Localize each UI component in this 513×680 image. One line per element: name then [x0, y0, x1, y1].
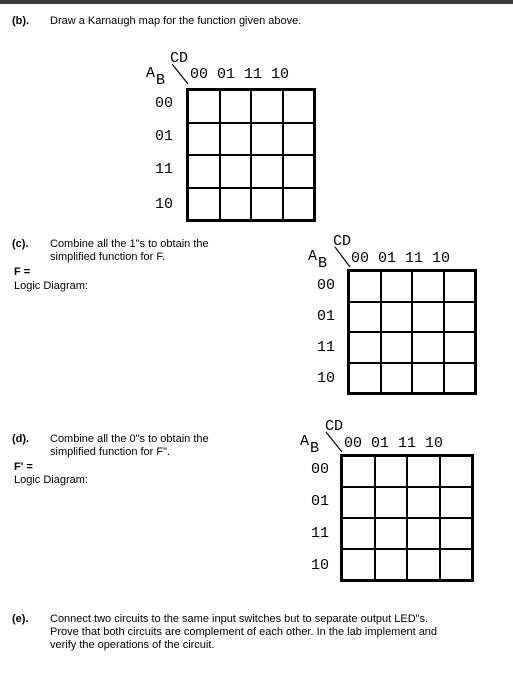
section-e-label: (e).	[12, 613, 29, 625]
section-b-text: Draw a Karnaugh map for the function given above.	[50, 15, 302, 27]
kmap-c-col-var: CD	[333, 233, 352, 250]
kmap-c-row-header: 10	[317, 370, 336, 387]
kmap-b-row-var-b: B	[156, 72, 166, 89]
kmap-b-row-header: 11	[155, 161, 174, 178]
kmap-cell[interactable]	[439, 517, 474, 550]
section-d-label: (d).	[12, 433, 30, 445]
section-d-text-1: Combine all the 0"s to obtain the	[50, 433, 209, 445]
kmap-b-row-var-a: A	[146, 65, 156, 82]
kmap-b-row-header: 10	[155, 196, 174, 213]
kmap-d-grid	[340, 454, 474, 582]
section-e-text-3: verify the operations of the circuit.	[50, 639, 215, 651]
kmap-d-row-header: 11	[311, 525, 330, 542]
section-c-text-2: simplified function for F.	[50, 251, 165, 263]
kmap-cell[interactable]	[341, 517, 376, 550]
section-c-text-1: Combine all the 1"s to obtain the	[50, 238, 209, 250]
kmap-d-row-header: 10	[311, 557, 330, 574]
kmap-cell[interactable]	[374, 517, 409, 550]
kmap-cell[interactable]	[406, 548, 441, 581]
kmap-c-row-var-b: B	[318, 255, 328, 272]
kmap-cell[interactable]	[406, 486, 441, 519]
section-e-text-1: Connect two circuits to the same input switches but to separate output LED"s.	[50, 613, 429, 625]
section-d-result: F' =	[14, 461, 33, 473]
kmap-cell[interactable]	[341, 455, 376, 488]
kmap-d-row-var-b: B	[310, 440, 320, 457]
section-e-text-2: Prove that both circuits are complement of each other. In the lab implement and	[50, 626, 438, 638]
kmap-cell[interactable]	[341, 548, 376, 581]
kmap-b-row-header: 00	[155, 95, 174, 112]
kmap-cell[interactable]	[374, 486, 409, 519]
kmap-b-col-var: CD	[170, 50, 189, 67]
section-c-result: F =	[14, 266, 31, 278]
kmap-d-col-headers: 00 01 11 10	[344, 435, 444, 452]
kmap-d-row-var-a: A	[300, 433, 310, 450]
kmap-cell[interactable]	[439, 455, 474, 488]
section-c-label: (c).	[12, 238, 29, 250]
kmap-c-row-header: 01	[317, 308, 336, 325]
kmap-d-row-header: 00	[311, 461, 330, 478]
kmap-c-row-header: 00	[317, 277, 336, 294]
kmap-cell[interactable]	[439, 486, 474, 519]
kmap-cell[interactable]	[439, 548, 474, 581]
kmap-cell[interactable]	[374, 548, 409, 581]
kmap-cell[interactable]	[341, 486, 376, 519]
kmap-c-row-var-a: A	[308, 248, 318, 265]
section-b-label: (b).	[12, 15, 30, 27]
section-c-diagram-label: Logic Diagram:	[14, 280, 88, 292]
kmap-d-col-var: CD	[325, 418, 344, 435]
kmap-c-row-header: 11	[317, 339, 336, 356]
kmap-cell[interactable]	[374, 455, 409, 488]
section-d-diagram-label: Logic Diagram:	[14, 474, 88, 486]
kmap-b-col-headers: 00 01 11 10	[190, 66, 290, 83]
kmap-c-col-headers: 00 01 11 10	[351, 250, 451, 267]
kmap-b-row-header: 01	[155, 128, 174, 145]
section-d-text-2: simplified function for F".	[50, 446, 171, 458]
kmap-cell[interactable]	[406, 517, 441, 550]
kmap-d-row-header: 01	[311, 493, 330, 510]
kmap-cell[interactable]	[406, 455, 441, 488]
